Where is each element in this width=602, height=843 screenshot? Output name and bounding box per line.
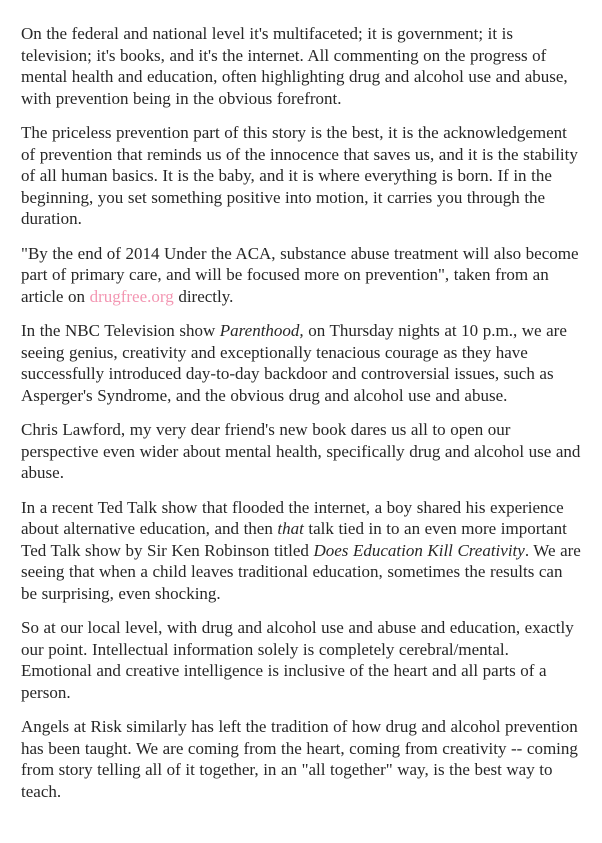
paragraph <box>21 320 583 406</box>
text-run: In the NBC Television show <box>21 321 220 340</box>
paragraph <box>21 122 583 230</box>
text-run: So at our local level, with drug and alcohol use and abuse and education, exactly our point. Intellectual information solely is completely cerebral/mental. Emotional and creative intelligence is inclusive of the heart and all parts of a person. <box>21 618 574 702</box>
paragraph <box>21 716 583 802</box>
article-body <box>21 23 583 802</box>
text-run: The priceless prevention part of this story is the best, it is the acknowledgement of prevention that reminds us of the innocence that saves us, and it is the stability of all human basics. It is the baby, and it is where everything is born. If in the beginning, you set something positive into motion, it carries you through the duration. <box>21 123 578 228</box>
paragraph <box>21 419 583 484</box>
text-run: On the federal and national level it's multifaceted; it is government; it is television; it's books, and it's the internet. All commenting on the progress of mental health and education, often highlighting drug and alcohol use and abuse, with prevention being in the obvious forefront. <box>21 24 568 108</box>
text-run: Chris Lawford, my very dear friend's new book dares us all to open our perspective even wider about mental health, specifically drug and alcohol use and abuse. <box>21 420 581 482</box>
text-run: talk tied in to an even more important Ted Talk show by Sir Ken Robinson titled <box>21 519 567 560</box>
text-run: In a recent Ted Talk show that flooded the internet, a boy shared his experience about alternative education, and then <box>21 497 564 538</box>
text-run: . We are seeing that when a child leaves traditional education, sometimes the results can be surprising, even shocking. <box>21 540 581 603</box>
text-run: on Thursday nights at 10 p.m., we are seeing genius, creativity and exceptionally tenacious courage as they have successfully introduced day-to-day backdoor and controversial issues, such as Asperger's Syndrome, and the obvious drug and alcohol use and abuse. <box>21 321 567 405</box>
paragraph <box>21 23 583 109</box>
text-run: "By the end of 2014 Under the ACA, substance abuse treatment will also become part of primary care, and will be focused more on prevention", taken from an article on <box>21 243 579 306</box>
paragraph <box>21 243 583 308</box>
paragraph <box>21 497 583 605</box>
text-run: Angels at Risk similarly has left the tradition of how drug and alcohol prevention has been taught. We are coming from the heart, coming from creativity -- coming from story telling all of it together, in an "all together" way, is the best way to teach. <box>21 717 578 801</box>
italic-text: Does Education Kill Creativity <box>313 540 525 560</box>
drugfree-link[interactable]: drugfree.org <box>89 286 174 306</box>
italic-text: that <box>277 519 304 538</box>
italic-text: Parenthood, <box>219 321 304 340</box>
paragraph <box>21 617 583 703</box>
text-run: directly. <box>173 286 234 306</box>
